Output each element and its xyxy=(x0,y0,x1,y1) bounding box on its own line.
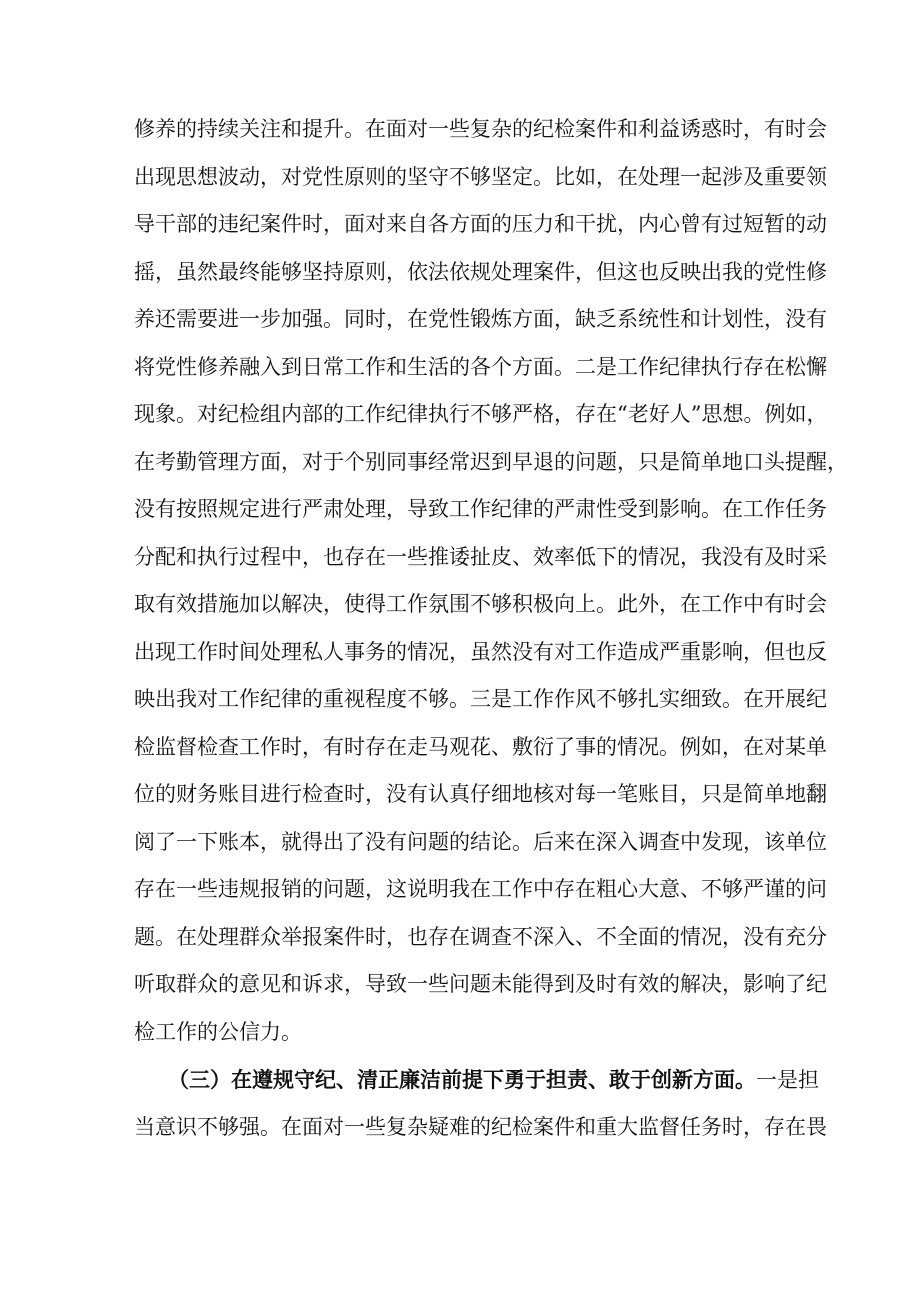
text-line: 听取群众的意见和诉求，导致一些问题未能得到及时有效的解决，影响了纪 xyxy=(134,972,827,996)
text-line: 养还需要进一步加强。同时，在党性锻炼方面，缺乏系统性和计划性，没有 xyxy=(134,307,827,331)
text-line: 检工作的公信力。 xyxy=(134,1019,302,1044)
text-line: 阅了一下账本，就得出了没有问题的结论。后来在深入调查中发现，该单位 xyxy=(134,829,827,854)
text-line: 在考勤管理方面，对于个别同事经常迟到早退的问题，只是简单地口头提醒， xyxy=(134,449,848,474)
text-line: 当意识不够强。在面对一些复杂疑难的纪检案件和重大监督任务时，存在畏 xyxy=(134,1114,827,1139)
section-heading-rest: 一是担 xyxy=(756,1068,819,1092)
text-line: 摇，虽然最终能够坚持原则，依法依规处理案件，但这也反映出我的党性修 xyxy=(134,259,827,284)
section-heading: （三）在遵规守纪、清正廉洁前提下勇于担责、敢于创新方面。 xyxy=(168,1067,756,1092)
text-line: 分配和执行过程中，也存在一些推诿扯皮、效率低下的情况，我没有及时采 xyxy=(134,544,827,569)
text-line: 修养的持续关注和提升。在面对一些复杂的纪检案件和利益诱惑时，有时会 xyxy=(134,117,827,141)
text-line: 将党性修养融入到日常工作和生活的各个方面。二是工作纪律执行存在松懈 xyxy=(134,354,827,379)
text-line: 出现工作时间处理私人事务的情况，虽然没有对工作造成严重影响，但也反 xyxy=(134,639,827,664)
text-line: 取有效措施加以解决，使得工作氛围不够积极向上。此外，在工作中有时会 xyxy=(134,592,827,616)
text-line: 题。在处理群众举报案件时，也存在调查不深入、不全面的情况，没有充分 xyxy=(134,924,827,949)
text-line: 导干部的违纪案件时，面对来自各方面的压力和干扰，内心曾有过短暂的动 xyxy=(134,212,827,236)
text-line: 检监督检查工作时，有时存在走马观花、敷衍了事的情况。例如，在对某单 xyxy=(134,734,827,759)
text-line: 现象。对纪检组内部的工作纪律执行不够严格，存在“老好人”思想。例如， xyxy=(134,402,828,426)
text-line: 映出我对工作纪律的重视程度不够。三是工作作风不够扎实细致。在开展纪 xyxy=(134,687,827,711)
text-line: 位的财务账目进行检查时，没有认真仔细地核对每一笔账目，只是简单地翻 xyxy=(134,782,827,806)
section-heading-line xyxy=(134,1056,819,1104)
text-line: 没有按照规定进行严肃处理，导致工作纪律的严肃性受到影响。在工作任务 xyxy=(134,497,827,521)
text-line: 存在一些违规报销的问题，这说明我在工作中存在粗心大意、不够严谨的问 xyxy=(134,877,827,901)
body-text xyxy=(134,106,848,1151)
text-line: 出现思想波动，对党性原则的坚守不够坚定。比如，在处理一起涉及重要领 xyxy=(134,164,827,189)
